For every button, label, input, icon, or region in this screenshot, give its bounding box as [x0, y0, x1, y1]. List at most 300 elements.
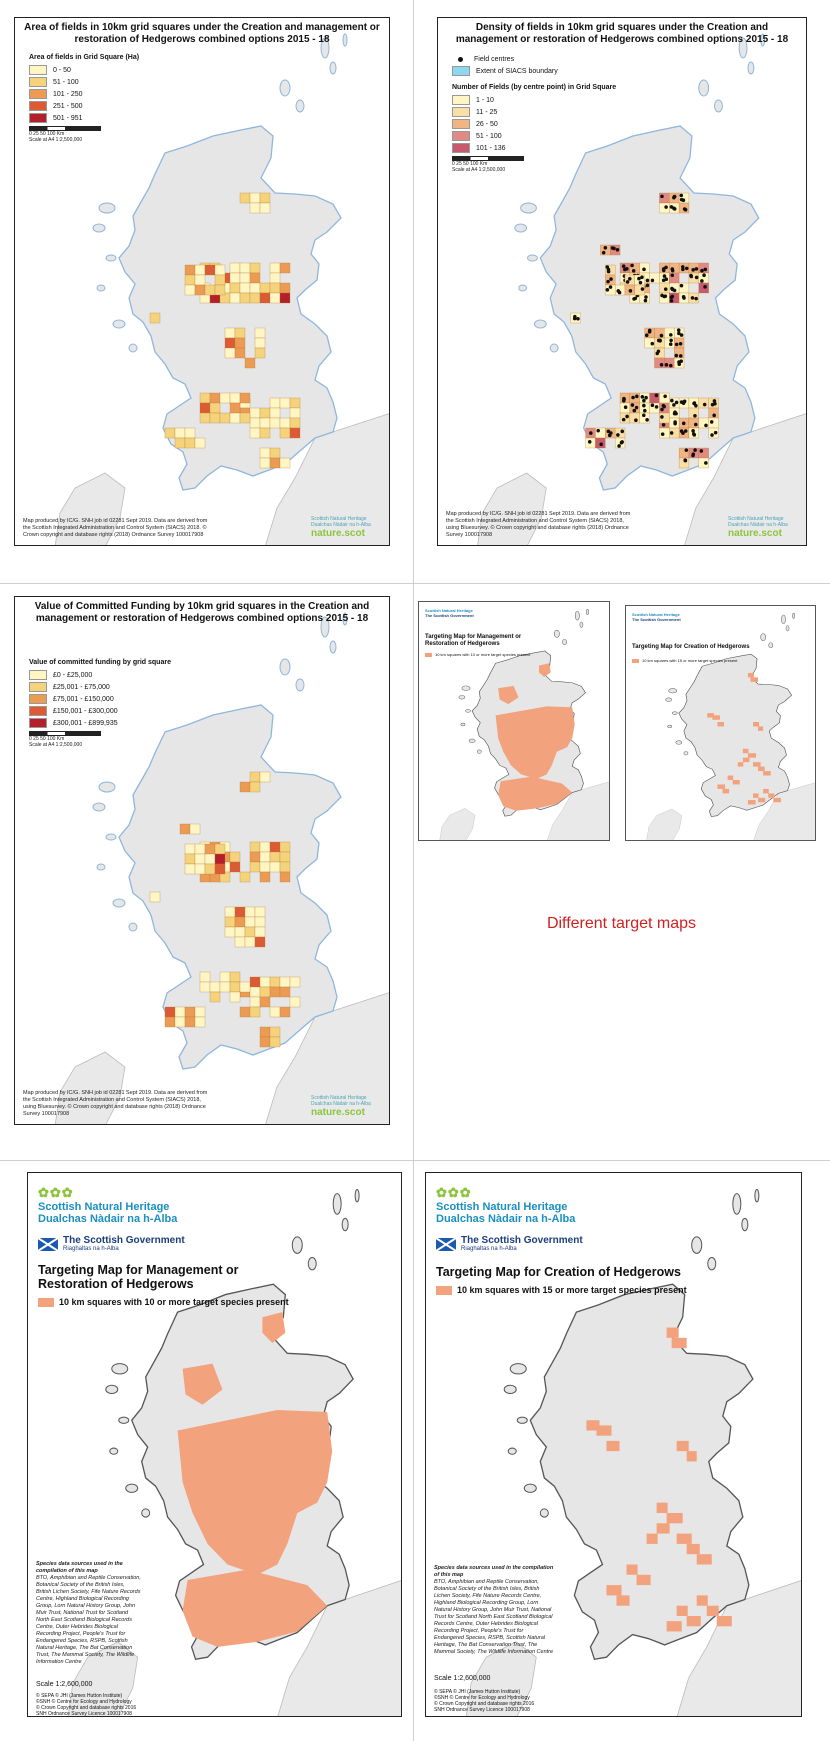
field-centre — [662, 405, 666, 409]
small-target-title: Targeting Map for Management or Restoration of Hedgerows — [425, 634, 522, 647]
grid-square — [699, 283, 709, 293]
map-title: Value of Committed Funding by 10km grid squares in the Creation and management or restoration of Hedgerows combined options 2015 - 18 — [34, 601, 370, 624]
island — [112, 1364, 128, 1374]
grid-square — [225, 348, 235, 358]
grid-square — [180, 824, 190, 834]
target-square — [753, 793, 759, 797]
grid-square — [270, 263, 280, 273]
legend-swatch — [452, 143, 470, 153]
grid-square — [290, 408, 300, 418]
field-centre — [655, 394, 659, 398]
grid-square — [165, 1007, 175, 1017]
grid-square — [235, 917, 245, 927]
grid-square — [255, 328, 265, 338]
grid-square — [255, 348, 265, 358]
field-centre — [670, 399, 674, 403]
grid-square — [280, 418, 290, 428]
grid-square — [270, 408, 280, 418]
grid-square — [260, 772, 270, 782]
field-centre — [693, 401, 697, 405]
grid-square — [260, 852, 270, 862]
island — [692, 1237, 702, 1253]
field-centre — [700, 269, 704, 273]
grid-square — [230, 413, 240, 423]
field-centre — [612, 247, 616, 251]
field-centre — [633, 409, 637, 413]
legend-row — [452, 119, 616, 131]
snh-leaf-icon: ✿✿✿ — [38, 1185, 74, 1200]
target-square — [763, 789, 769, 793]
grid-square — [220, 982, 230, 992]
grid-square — [200, 393, 210, 403]
target-square — [667, 1621, 682, 1631]
small-target-map-management — [418, 601, 610, 841]
grid-square — [195, 265, 205, 275]
island — [668, 725, 672, 728]
grid-square — [225, 338, 235, 348]
grid-square — [245, 927, 255, 937]
grid-square — [260, 1027, 270, 1037]
field-centre — [712, 414, 716, 418]
grid-square — [260, 203, 270, 213]
field-centre — [620, 441, 624, 445]
island — [755, 1189, 759, 1201]
grid-square — [250, 283, 260, 293]
grid-square — [250, 293, 260, 303]
island — [308, 1257, 316, 1269]
scale-bar — [29, 731, 101, 748]
grid-square — [235, 348, 245, 358]
grid-square — [270, 1037, 280, 1047]
field-centre — [660, 415, 664, 419]
grid-square — [699, 448, 709, 458]
field-centre — [685, 267, 689, 271]
grid-square — [255, 917, 265, 927]
copyright-block: © SEPA © JHI (James Hutton Institute) ©SNH © Centre for Ecology and Hydrology © Crown Copyright and database rights 2016 SNH Ordnance Survey Licence 100017908 — [434, 1689, 535, 1713]
target-square — [687, 1544, 700, 1554]
grid-square — [260, 987, 270, 997]
target-square — [728, 776, 734, 780]
island — [355, 1189, 359, 1201]
field-centre — [703, 285, 707, 289]
grid-square — [200, 403, 210, 413]
snh-logo: ✿✿✿ Scottish Natural Heritage Dualchas Nàdair na h-Alba — [38, 1185, 178, 1225]
legend-swatch — [29, 694, 47, 704]
grid-square — [185, 285, 195, 295]
grid-square — [175, 428, 185, 438]
field-centre — [635, 406, 639, 410]
field-centre — [657, 349, 661, 353]
field-centre — [704, 461, 708, 465]
field-centre — [606, 280, 610, 284]
grid-square — [255, 937, 265, 947]
grid-square — [230, 852, 240, 862]
legend-swatch — [29, 718, 47, 728]
grid-square — [260, 872, 270, 882]
island — [517, 1417, 527, 1423]
grid-square — [709, 418, 719, 428]
grid-square — [240, 263, 250, 273]
legend-label: 1 - 10 — [476, 97, 494, 104]
grid-square — [664, 338, 674, 348]
map-legend — [29, 657, 171, 730]
field-centre — [662, 423, 666, 427]
grid-square — [689, 418, 699, 428]
field-centre — [606, 288, 610, 292]
grid-square — [699, 398, 709, 408]
grid-square — [225, 927, 235, 937]
field-centre — [683, 207, 687, 211]
grid-square — [270, 977, 280, 987]
map-credit: Map produced by IC/G. SNH job id 02281 Sept 2019. Data are derived from the Scottish Integrated Administration and Control System (SIACS) 2018, using Bluesurvey. © Crown copyright and database rights (2018) Ordnance Survey 100017908 — [446, 511, 631, 538]
field-centre — [658, 339, 662, 343]
field-centre — [664, 294, 668, 298]
field-centre — [664, 277, 668, 281]
small-target-legend: 10 km squares with 15 or more target species present — [632, 658, 737, 663]
legend-swatch — [38, 1298, 54, 1307]
scale-text: Scale 1:2,600,000 — [434, 1675, 491, 1682]
field-centre — [674, 412, 678, 416]
grid-square — [280, 872, 290, 882]
grid-square — [654, 358, 664, 368]
island — [586, 609, 588, 614]
legend-swatch — [29, 670, 47, 680]
field-centre — [660, 294, 664, 298]
target-square — [627, 1564, 638, 1574]
island — [669, 689, 677, 693]
grid-square — [220, 413, 230, 423]
field-centre — [644, 295, 648, 299]
island — [580, 622, 583, 627]
legend-swatch — [29, 101, 47, 111]
target-square — [738, 762, 744, 766]
grid-square — [215, 265, 225, 275]
grid-square — [195, 438, 205, 448]
grid-square — [615, 428, 625, 438]
field-centre — [642, 399, 646, 403]
grid-square — [165, 1017, 175, 1027]
field-centre — [673, 195, 677, 199]
grid-square — [210, 393, 220, 403]
island — [469, 739, 475, 743]
field-centre — [622, 264, 626, 268]
island — [769, 643, 773, 648]
grid-square — [220, 393, 230, 403]
grid-square — [250, 782, 260, 792]
field-centre — [664, 205, 668, 209]
legend-row — [29, 77, 139, 89]
field-centre — [692, 432, 696, 436]
grid-square — [260, 283, 270, 293]
map-credit: Map produced by IC/G. SNH job id 02281 Sept 2019. Data are derived from the Scottish Integrated Administration and Control System (SIACS) 2018. © Crown copyright and database rights (2018) Ordnance Survey 100017908 — [23, 518, 208, 538]
field-centre — [680, 198, 684, 202]
field-centre — [644, 299, 648, 303]
grid-square — [260, 842, 270, 852]
target-square — [753, 762, 761, 766]
field-centre — [602, 251, 606, 255]
target-square — [758, 726, 763, 730]
different-target-maps-note: Different target maps — [546, 915, 697, 932]
grid-square — [205, 844, 215, 854]
ireland-landmass — [646, 809, 682, 841]
legend-row — [29, 682, 171, 694]
species-data-sources: Species data sources used in the compilation of this map BTO, Amphibian and Reptile Conservation, Botanical Society of the British Isles, British Lichen Society, Fife Nature Records Centre, Highland Biological Recording Group, Lorn Natural History Group, John Muir Trust, National Trust for Scotland North East Scotland Biological Records Centre, Outer Hebrides Biological Recording Project, People's Trust for Endangered Species, RSPB, Scottish Natural Heritage, The Bat Conservation Trust, The Mammal Society, The Wildlife Information Centre — [36, 1561, 141, 1665]
grid-square — [240, 872, 250, 882]
island — [672, 712, 677, 715]
field-centre — [624, 405, 628, 409]
target-square — [606, 1441, 619, 1451]
grid-square — [225, 907, 235, 917]
grid-square — [270, 418, 280, 428]
field-centre — [703, 268, 707, 272]
grid-square — [255, 338, 265, 348]
field-centre — [702, 273, 706, 277]
target-square — [606, 1585, 621, 1595]
field-centre — [589, 431, 593, 435]
field-centre — [651, 403, 655, 407]
target-map-legend: 10 km squares with 10 or more target species present — [38, 1297, 289, 1307]
target-square — [768, 793, 774, 797]
island — [477, 750, 481, 754]
field-centre — [617, 444, 621, 448]
grid-square — [270, 283, 280, 293]
target-square — [717, 1616, 732, 1626]
island — [333, 1194, 341, 1215]
grid-square — [270, 1027, 280, 1037]
legend-label: 51 - 100 — [476, 133, 502, 140]
legend-row — [29, 89, 139, 101]
target-square — [637, 1575, 651, 1585]
field-centre — [680, 333, 684, 337]
grid-square — [250, 977, 260, 987]
grid-square — [250, 997, 260, 1007]
legend-heading: Area of fields in Grid Square (Ha) — [29, 54, 140, 61]
field-centre — [672, 403, 676, 407]
field-centre — [675, 343, 679, 347]
row-divider-1 — [0, 583, 830, 584]
snh-leaf-icon: ✿✿✿ — [436, 1185, 472, 1200]
grid-square — [205, 285, 215, 295]
grid-square — [245, 907, 255, 917]
field-centre — [680, 194, 684, 198]
grid-square — [290, 428, 300, 438]
target-square — [687, 1616, 701, 1626]
field-centre — [661, 432, 665, 436]
saltire-flag-icon — [38, 1238, 58, 1251]
field-centre — [679, 354, 683, 358]
field-centre — [662, 267, 666, 271]
field-centre — [670, 299, 674, 303]
island — [465, 710, 470, 713]
target-square — [748, 673, 754, 677]
grid-square — [250, 987, 260, 997]
legend-swatch — [29, 682, 47, 692]
field-centre — [651, 279, 655, 283]
field-centre — [683, 400, 687, 404]
island — [666, 698, 672, 702]
ireland-landmass — [439, 808, 475, 841]
grid-square — [195, 1017, 205, 1027]
grid-square — [280, 398, 290, 408]
island — [742, 1218, 748, 1230]
grid-square — [235, 937, 245, 947]
grid-square — [280, 428, 290, 438]
scale-text: Scale at A4 1:2,500,000 — [29, 742, 83, 748]
legend-heading: Number of Fields (by centre point) in Grid Square — [452, 84, 617, 91]
field-centre — [663, 274, 667, 278]
field-centre — [691, 454, 695, 458]
grid-square — [165, 428, 175, 438]
field-centre — [646, 279, 650, 283]
grid-square — [230, 263, 240, 273]
grid-square — [175, 438, 185, 448]
island — [461, 723, 465, 726]
field-centre — [677, 328, 681, 332]
field-centre — [680, 284, 684, 288]
grid-square — [260, 418, 270, 428]
grid-square — [215, 854, 225, 864]
field-centre — [637, 277, 641, 281]
field-centre — [640, 275, 644, 279]
field-centre — [700, 449, 704, 453]
field-centre — [675, 354, 679, 358]
grid-square — [215, 285, 225, 295]
target-square — [672, 1338, 687, 1348]
field-centre — [703, 403, 707, 407]
island — [342, 1218, 348, 1230]
scale-text: Scale at A4 1:2,500,000 — [452, 167, 506, 173]
small-target-title: Targeting Map for Creation of Hedgerows — [632, 644, 750, 650]
grid-square — [230, 283, 240, 293]
target-square — [617, 1595, 630, 1605]
grid-square — [185, 864, 195, 874]
grid-square — [250, 193, 260, 203]
scale-bar — [29, 126, 101, 143]
field-centre — [694, 297, 698, 301]
field-centre — [695, 267, 699, 271]
field-centre — [693, 414, 697, 418]
island — [793, 613, 795, 618]
field-centre — [651, 342, 655, 346]
grid-square — [260, 862, 270, 872]
target-square — [773, 798, 781, 802]
field-centre — [663, 395, 667, 399]
field-centre — [644, 396, 648, 400]
field-centre — [646, 284, 650, 288]
target-square — [657, 1523, 670, 1533]
grid-square — [185, 1017, 195, 1027]
field-centre — [625, 415, 629, 419]
field-centre — [691, 268, 695, 272]
island — [119, 1417, 129, 1423]
target-square — [748, 753, 756, 757]
field-centre — [664, 287, 668, 291]
target-square — [677, 1606, 688, 1616]
map-title: Density of fields in 10km grid squares under the Creation and management or restoration of Hedgerows combined options 2015 - 18 — [455, 22, 789, 45]
grid-square — [200, 982, 210, 992]
grid-square — [220, 972, 230, 982]
field-centre — [669, 333, 673, 337]
field-centre — [691, 296, 695, 300]
target-square — [717, 784, 725, 788]
grid-square — [235, 328, 245, 338]
field-centre — [643, 409, 647, 413]
field-centre — [679, 342, 683, 346]
species-data-sources: Species data sources used in the compilation of this map BTO, Amphibian and Reptile Conservation, Botanical Society of the British Isles, British Lichen Society, Fife Nature Records Centre, Highland Biological Recording Group, Lorn Natural History Group, John Muir Trust, National Trust for Scotland North East Scotland Biological Records Centre, Outer Hebrides Biological Recording Project, People's Trust for Endangered Species, RSPB, Scottish Natural Heritage, The Bat Conservation Trust, The Mammal Society, The Wildlife Information Centre — [434, 1565, 554, 1655]
grid-square — [230, 982, 240, 992]
legend-label: £300,001 - £899,935 — [53, 720, 118, 727]
target-map-title: Targeting Map for Management or Restoration of Hedgerows — [38, 1263, 239, 1291]
island — [562, 639, 566, 644]
field-centre — [626, 280, 630, 284]
grid-square — [190, 824, 200, 834]
island — [786, 626, 789, 631]
grid-square — [230, 403, 240, 413]
field-centre — [714, 431, 718, 435]
grid-square — [664, 328, 674, 338]
scale-text: Scale 1:2,600,000 — [36, 1681, 93, 1688]
legend-label: 101 - 136 — [476, 145, 506, 152]
grid-square — [260, 448, 270, 458]
field-centre — [642, 413, 646, 417]
target-square — [596, 1425, 611, 1435]
target-square — [697, 1595, 708, 1605]
legend-label: 11 - 25 — [476, 109, 498, 116]
grid-square — [225, 328, 235, 338]
grid-square — [185, 1007, 195, 1017]
target-square — [697, 1554, 712, 1564]
legend-row — [29, 706, 171, 718]
field-centre — [588, 440, 592, 444]
target-square — [758, 798, 765, 802]
grid-square — [230, 273, 240, 283]
field-centre — [629, 289, 633, 293]
grid-square — [280, 293, 290, 303]
field-centre — [623, 268, 627, 272]
scale-ticks: 0 25 50 100 Km — [452, 161, 488, 167]
grid-square — [230, 393, 240, 403]
field-centre — [665, 363, 669, 367]
legend-row — [29, 113, 139, 125]
grid-square — [280, 283, 290, 293]
grid-square — [240, 273, 250, 283]
nature-scot-logo: Scottish Natural Heritage Dualchas Nàdair na h-Alba nature.scot — [728, 516, 788, 539]
grid-square — [245, 358, 255, 368]
saltire-flag-icon — [436, 1238, 456, 1251]
scotland-mainland — [530, 1284, 753, 1659]
grid-square — [280, 852, 290, 862]
small-logos: Scottish Natural Heritage The Scottish Government — [632, 612, 681, 622]
grid-square — [185, 438, 195, 448]
nature-scot-logo: Scottish Natural Heritage Dualchas Nàdair na h-Alba nature.scot — [311, 1095, 371, 1118]
legend-label: 251 - 500 — [53, 103, 83, 110]
grid-square — [250, 1007, 260, 1017]
island — [684, 751, 688, 755]
field-centre — [608, 434, 612, 438]
field-centre — [700, 279, 704, 283]
map-title: Area of fields in 10km grid squares under the Creation and management or restoration of Hedgerows combined options 2015 - 18 — [24, 22, 380, 45]
grid-square — [195, 285, 205, 295]
target-square — [753, 722, 759, 726]
grid-square — [175, 1007, 185, 1017]
grid-square — [270, 293, 280, 303]
grid-square — [260, 193, 270, 203]
legend-row — [452, 131, 616, 143]
field-centre — [660, 334, 664, 338]
grid-square — [260, 1037, 270, 1047]
target-square — [707, 1606, 719, 1616]
small-target-map-creation — [625, 605, 816, 841]
